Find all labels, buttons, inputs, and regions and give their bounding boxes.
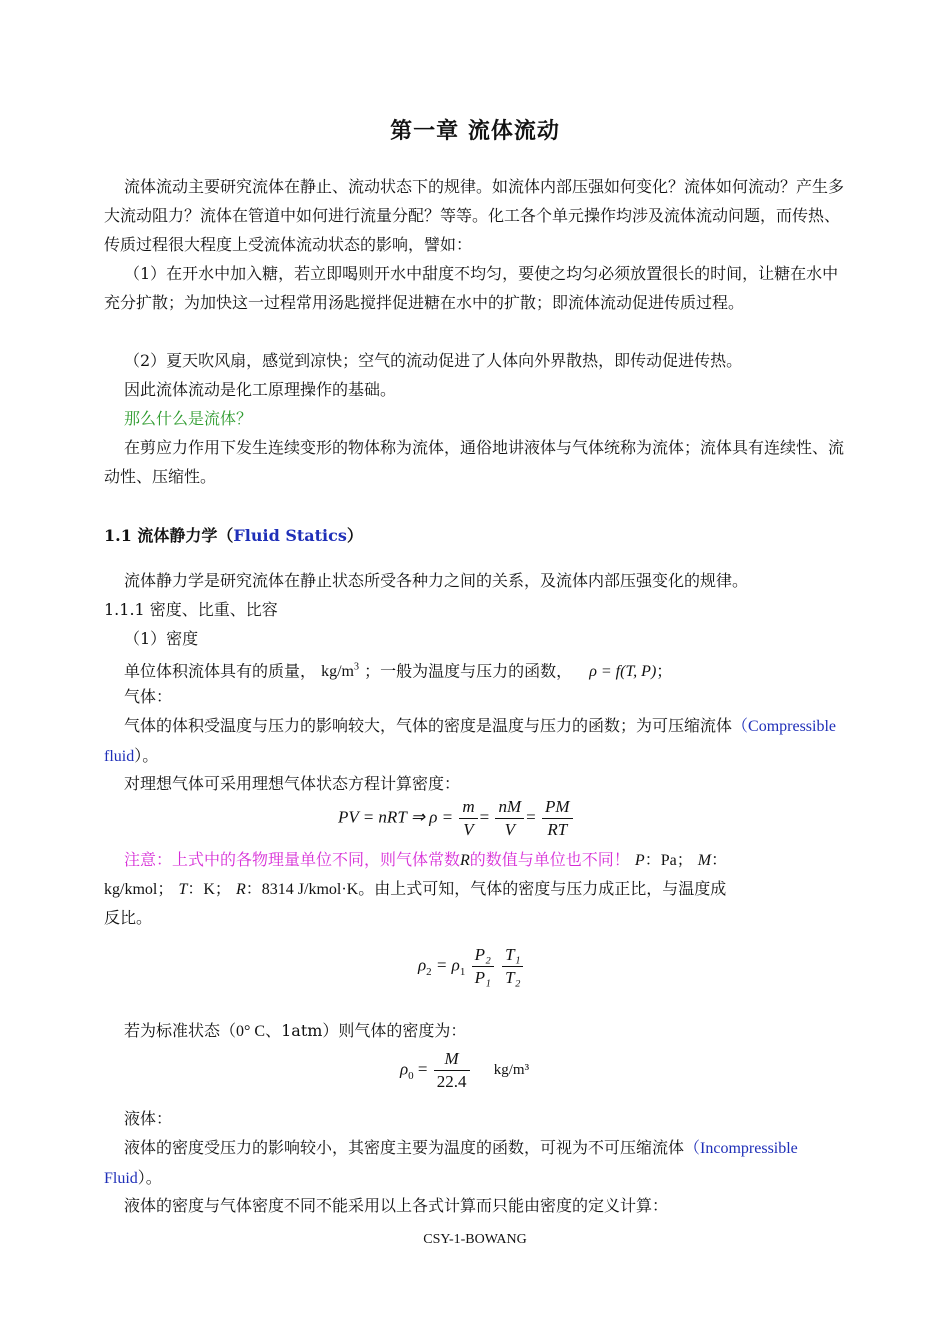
gas-text: 气体的体积受温度与压力的影响较大，气体的密度是温度与压力的函数；为可压缩流体 — [124, 716, 733, 735]
eq2-fraction-1: $\frac{\text{P₂}}{\text{P₁}}$ — [472, 944, 494, 989]
eq1-fraction-3: $\frac{PM}{RT}$ — [542, 796, 573, 841]
density-function: ρ = f(T, P) — [589, 663, 657, 681]
intro-paragraph-4: 因此流体流动是化工原理操作的基础。 — [124, 380, 397, 399]
standard-state-text: 若为标准状态（0° C、1atm）则气体的密度为： — [124, 1021, 467, 1040]
standard-density-equation: $\rho_0$ = $\frac{M}{22.4}$ kg/m³ — [400, 1049, 530, 1091]
density-ratio-equation: $\rho_2 = \rho_1$ $\frac{\text{P₂}}{\text{P₁}}$ $\frac{\text{T₁}}{\text{T₂}}$ — [418, 944, 525, 989]
note-text-b: 的数值与单位也不同！ — [469, 850, 630, 869]
section-close: ） — [346, 526, 363, 545]
intro-question: 那么什么是流体？ — [124, 409, 253, 428]
note-r: R — [460, 852, 470, 869]
eq1-lhs: PV = nRT ⇒ ρ = — [338, 807, 454, 827]
unit-t-symbol: T — [178, 881, 188, 898]
liquid-english: Incompressible Fluid — [104, 1140, 798, 1187]
gas-open: （ — [732, 716, 749, 735]
gas-english: Compressible fluid — [104, 718, 837, 765]
unit-r-value: ：8314 J/kmol·K — [245, 881, 359, 898]
gas-paragraph — [104, 711, 848, 771]
liquid-paragraph: 液体的密度受压力的影响较小，其密度主要为温度的函数，可视为不可压缩流体（Incompressible Fluid）。 — [104, 1138, 798, 1187]
ideal-gas-equation: PV = nRT ⇒ ρ = $\frac{m}{V}$ = $\frac{nM}{V}$ = $\frac{PM}{RT}$ — [338, 796, 575, 841]
units-line — [104, 874, 848, 904]
unit-p-value: ：Pa； — [644, 852, 693, 869]
note-text-a: 注意：上式中的各物理量单位不同，则气体常数 — [124, 850, 461, 869]
density-unit-base: kg/m — [321, 663, 354, 681]
units-tail: 。由上式可知，气体的密度与压力成正比，与温度成 — [358, 879, 727, 898]
chapter-title: 第一章 流体流动 — [390, 118, 560, 144]
liquid-label: 液体： — [124, 1109, 173, 1128]
intro-paragraph-3: （2）夏天吹风扇，感觉到凉快；空气的流动促进了人体向外界散热，即传动促进传热。 — [124, 351, 743, 370]
section-english: Fluid Statics — [233, 526, 347, 545]
eq1-fraction-2: $\frac{nM}{V}$ — [495, 796, 524, 841]
unit-m-value: kg/kmol； — [104, 881, 174, 898]
section-number: 1.1 流体静力学（ — [104, 526, 234, 545]
note-line — [104, 845, 848, 875]
density-unit: $kg/m^3$ — [321, 662, 359, 681]
eq2-fraction-2: $\frac{\text{T₁}}{\text{T₂}}$ — [502, 944, 523, 989]
subsection-heading: 1.1.1 密度、比重、比容 — [104, 600, 278, 619]
liquid-paragraph-2: 液体的密度与气体密度不同不能采用以上各式计算而只能由密度的定义计算： — [124, 1196, 669, 1215]
unit-m-symbol: M — [697, 852, 712, 869]
section-heading — [104, 523, 363, 546]
unit-m-colon: ： — [711, 850, 728, 869]
density-item: （1）密度 — [124, 629, 199, 648]
intro-paragraph-1: 流体流动主要研究流体在静止、流动状态下的规律。如流体内部压强如何变化？流体如何流动？产生多大流动阻力？流体在管道中如何进行流量分配？等等。化工各个单元操作均涉及流体流动问题，而传热、传质过程很大程度上受流体流动状态的影响，譬如： — [104, 177, 845, 254]
gas-label: 气体： — [124, 687, 173, 706]
eq3-unit: kg/m³ — [493, 1062, 530, 1079]
density-text-b: ；一般为温度与压力的函数， — [364, 661, 573, 681]
gas-close: ）。 — [134, 746, 159, 765]
standard-temperature: 0° C — [236, 1023, 266, 1040]
density-text-c: ； — [656, 661, 673, 681]
intro-paragraph-5: 在剪应力作用下发生连续变形的物体称为流体，通俗地讲液体与气体统称为流体；流体具有连续性、流动性、压缩性。 — [104, 438, 845, 486]
statics-paragraph-1: 流体静力学是研究流体在静止状态所受各种力之间的关系，及流体内部压强变化的规律。 — [124, 571, 749, 590]
eq1-fraction-1: $\frac{m}{V}$ — [459, 796, 477, 841]
intro-paragraph-2: （1）在开水中加入糖，若立即喝则开水中甜度不均匀，要使之均匀必须放置很长的时间，让糖在水中充分扩散；为加快这一过程常用汤匙搅拌促进糖在水中的扩散；即流体流动促进传质过程。 — [104, 264, 839, 312]
density-text-a: 单位体积流体具有的质量， — [124, 661, 317, 681]
unit-p-symbol: P — [634, 852, 645, 869]
eq3-fraction: $\frac{M}{22.4}$ — [434, 1048, 470, 1093]
page-footer: CSY-1-BOWANG — [423, 1232, 527, 1247]
unit-r-symbol: R — [236, 881, 246, 898]
unit-t-value: ：K； — [187, 881, 231, 898]
ideal-gas-text: 对理想气体可采用理想气体状态方程计算密度： — [124, 774, 461, 793]
units-tail-2: 反比。 — [104, 908, 153, 927]
